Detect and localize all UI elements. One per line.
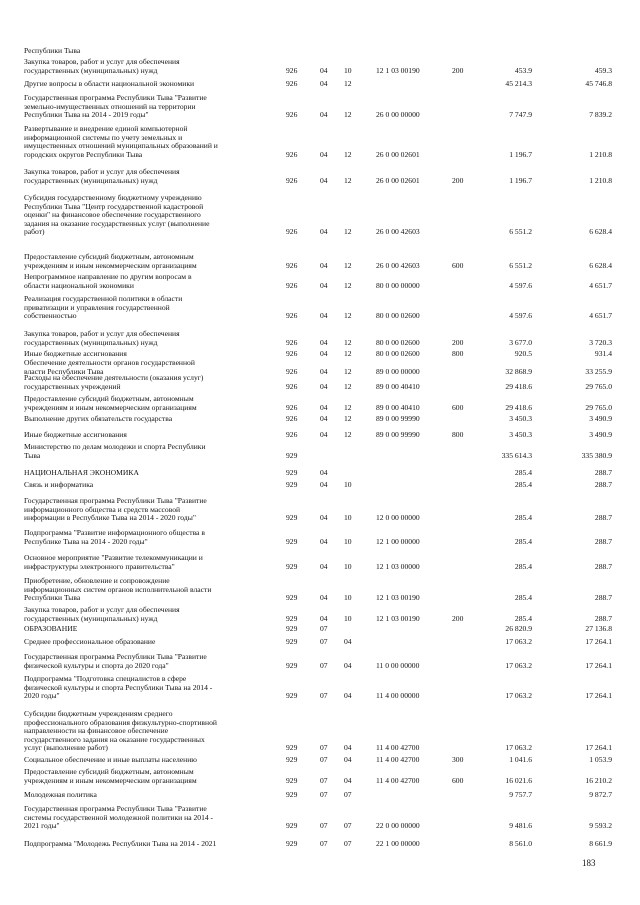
row-description-line: государственного задания на оказание государственных xyxy=(24,734,205,744)
subsection-code: 12 xyxy=(344,79,352,88)
expense-type-code: 200 xyxy=(452,613,464,623)
amount-year-1: 453.9 xyxy=(514,65,532,75)
row-description-line: информационной системы по учету земельных и xyxy=(24,132,183,142)
row-description-line: Закупка товаров, работ и услуг для обеспечения xyxy=(24,167,180,176)
target-article-code: 26 0 00 00000 xyxy=(376,110,420,120)
target-article-code: 26 0 00 42603 xyxy=(376,260,420,270)
amount-year-2: 1 053.9 xyxy=(589,755,612,764)
amount-year-2: 33 255.9 xyxy=(585,366,612,376)
row-description-line: государственных (муниципальных) нужд xyxy=(24,613,158,623)
section-code: 04 xyxy=(320,260,328,270)
target-article-code: 12 1 03 00190 xyxy=(376,613,420,623)
row-description-line: Среднее профессиональное образование xyxy=(24,637,156,646)
section-code: 04 xyxy=(320,430,328,439)
subsection-code: 12 xyxy=(344,337,352,347)
amount-year-2: 17 264.1 xyxy=(585,691,612,701)
department-code: 929 xyxy=(286,775,298,785)
amount-year-1: 285.4 xyxy=(514,613,532,623)
row-description-line: Социальное обеспечение и иные выплаты населению xyxy=(24,755,197,764)
target-article-code: 22 0 00 00000 xyxy=(376,821,420,831)
section-code: 04 xyxy=(320,593,328,603)
row-description-line: Подпрограмма "Подготовка специалистов в сфере xyxy=(24,674,187,683)
department-code: 929 xyxy=(286,743,298,753)
subsection-code: 12 xyxy=(344,381,352,391)
target-article-code: 80 0 00 00000 xyxy=(376,280,420,290)
target-article-code: 89 0 00 99990 xyxy=(376,414,420,423)
amount-year-1: 920.5 xyxy=(514,349,532,358)
department-code: 929 xyxy=(286,561,298,571)
row-description-line: физической культуры и спорта Республики Тыва на 2014 - xyxy=(24,682,213,692)
target-article-code: 12 1 00 00000 xyxy=(376,536,420,546)
row-description-line: Республики Тыва xyxy=(24,593,81,603)
amount-year-2: 9 593.2 xyxy=(589,821,612,831)
amount-year-1: 3 450.3 xyxy=(509,430,532,439)
amount-year-2: 45 746.8 xyxy=(585,79,612,88)
amount-year-2: 288.7 xyxy=(594,593,612,603)
department-code: 926 xyxy=(286,366,298,376)
amount-year-2: 335 380.9 xyxy=(581,450,612,460)
amount-year-1: 285.4 xyxy=(514,480,532,489)
department-code: 926 xyxy=(286,280,298,290)
section-code: 07 xyxy=(320,637,328,646)
amount-year-2: 29 765.0 xyxy=(585,381,612,391)
row-description-line: Подпрограмма "Молодежь Республики Тыва на 2014 - 2021 xyxy=(24,839,217,848)
amount-year-2: 7 839.2 xyxy=(589,110,612,120)
amount-year-2: 288.7 xyxy=(594,480,612,489)
amount-year-1: 16 021.6 xyxy=(505,775,532,785)
subsection-code: 12 xyxy=(344,366,352,376)
row-description-line: Закупка товаров, работ и услуг для обеспечения xyxy=(24,329,180,338)
amount-year-1: 32 868.9 xyxy=(505,366,532,376)
row-description-line: Предоставление субсидий бюджетным, автономным xyxy=(24,394,194,403)
amount-year-1: 1 196.7 xyxy=(509,175,532,185)
department-code: 929 xyxy=(286,660,298,670)
row-description-line: работ) xyxy=(24,227,45,237)
subsection-code: 10 xyxy=(344,593,352,603)
amount-year-2: 17 264.1 xyxy=(585,743,612,753)
section-code: 04 xyxy=(320,280,328,290)
row-description-line: Непрограммное направление по другим вопросам в xyxy=(24,272,192,281)
amount-year-1: 4 597.6 xyxy=(509,280,532,290)
amount-year-2: 8 661.9 xyxy=(589,839,612,848)
section-code: 04 xyxy=(320,366,328,376)
amount-year-1: 285.4 xyxy=(514,513,532,523)
row-description-line: Выполнение других обязательств государства xyxy=(24,414,173,423)
row-description-line: 2021 годы" xyxy=(24,821,60,831)
amount-year-2: 29 765.0 xyxy=(585,402,612,412)
department-code: 926 xyxy=(286,349,298,358)
subsection-code: 12 xyxy=(344,311,352,321)
amount-year-1: 45 214.3 xyxy=(505,79,532,88)
amount-year-1: 17 063.2 xyxy=(505,637,532,646)
subsection-code: 12 xyxy=(344,280,352,290)
section-code: 04 xyxy=(320,613,328,623)
row-description-line: земельно-имущественных отношений на территории xyxy=(24,101,196,111)
expense-type-code: 800 xyxy=(452,430,464,439)
section-code: 04 xyxy=(320,381,328,391)
section-code: 04 xyxy=(320,175,328,185)
row-description-line: Государственная программа Республики Тыва "Развитие xyxy=(24,804,207,813)
department-code: 929 xyxy=(286,480,298,489)
row-description-line: городских округов Республики Тыва xyxy=(24,149,143,159)
section-code: 04 xyxy=(320,468,328,477)
subsection-code: 12 xyxy=(344,110,352,120)
row-description-line: Государственная программа Республики Тыва "Развитие xyxy=(24,93,207,102)
amount-year-2: 9 872.7 xyxy=(589,790,612,799)
amount-year-1: 4 597.6 xyxy=(509,311,532,321)
amount-year-2: 17 264.1 xyxy=(585,637,612,646)
department-code: 926 xyxy=(286,311,298,321)
department-code: 926 xyxy=(286,414,298,423)
target-article-code: 26 0 00 02601 xyxy=(376,149,420,159)
department-code: 929 xyxy=(286,790,298,799)
amount-year-2: 288.7 xyxy=(594,468,612,477)
target-article-code: 89 0 00 99990 xyxy=(376,430,420,439)
target-article-code: 89 0 00 40410 xyxy=(376,381,420,391)
amount-year-1: 285.4 xyxy=(514,468,532,477)
department-code: 929 xyxy=(286,691,298,701)
amount-year-2: 4 651.7 xyxy=(589,280,612,290)
amount-year-1: 7 747.9 xyxy=(509,110,532,120)
department-code: 929 xyxy=(286,513,298,523)
department-code: 926 xyxy=(286,381,298,391)
row-description-line: Республики Тыва xyxy=(24,46,81,55)
expense-type-code: 300 xyxy=(452,755,464,764)
row-description-line: Другие вопросы в области национальной экономики xyxy=(24,79,195,88)
subsection-code: 10 xyxy=(344,65,352,75)
section-code: 07 xyxy=(320,755,328,764)
expense-type-code: 200 xyxy=(452,337,464,347)
row-description-line: инфраструктуры электронного правительства" xyxy=(24,561,175,571)
section-code: 07 xyxy=(320,743,328,753)
row-description-line: Закупка товаров, работ и услуг для обеспечения xyxy=(24,57,180,66)
expense-type-code: 600 xyxy=(452,775,464,785)
target-article-code: 80 0 00 02600 xyxy=(376,311,420,321)
amount-year-1: 285.4 xyxy=(514,593,532,603)
target-article-code: 11 4 00 42700 xyxy=(376,775,420,785)
row-description-line: оценки" на финансовое обеспечение государственного xyxy=(24,210,201,220)
amount-year-2: 1 210.8 xyxy=(589,149,612,159)
row-description-line: учреждениям и иным некоммерческим организациям xyxy=(24,260,197,270)
department-code: 926 xyxy=(286,65,298,75)
expense-type-code: 200 xyxy=(452,175,464,185)
row-description-line: Молодежная политика xyxy=(24,790,97,799)
subsection-code: 07 xyxy=(344,821,352,831)
row-description-line: Связь и информатика xyxy=(24,480,94,489)
section-code: 04 xyxy=(320,349,328,358)
department-code: 926 xyxy=(286,337,298,347)
amount-year-1: 9 757.7 xyxy=(509,790,532,799)
section-code: 07 xyxy=(320,660,328,670)
subsection-code: 12 xyxy=(344,260,352,270)
row-description-line: Республики Тыва "Центр государственной кадастровой xyxy=(24,201,204,211)
amount-year-1: 3 450.3 xyxy=(509,414,532,423)
section-code: 04 xyxy=(320,480,328,489)
target-article-code: 26 0 00 02601 xyxy=(376,175,420,185)
row-description-line: физической культуры и спорта до 2020 года" xyxy=(24,660,169,670)
section-code: 07 xyxy=(320,821,328,831)
department-code: 929 xyxy=(286,755,298,764)
target-article-code: 11 4 00 42700 xyxy=(376,743,420,753)
target-article-code: 12 1 03 00000 xyxy=(376,561,420,571)
subsection-code: 12 xyxy=(344,149,352,159)
department-code: 926 xyxy=(286,402,298,412)
amount-year-2: 6 628.4 xyxy=(589,227,612,237)
department-code: 926 xyxy=(286,149,298,159)
department-code: 926 xyxy=(286,260,298,270)
amount-year-2: 4 651.7 xyxy=(589,311,612,321)
subsection-code: 12 xyxy=(344,175,352,185)
row-description-line: Предоставление субсидий бюджетным, автономным xyxy=(24,767,194,776)
row-description-line: Иные бюджетные ассигнования xyxy=(24,349,127,358)
amount-year-1: 17 063.2 xyxy=(505,691,532,701)
department-code: 929 xyxy=(286,839,298,848)
subsection-code: 10 xyxy=(344,480,352,489)
target-article-code: 89 0 00 40410 xyxy=(376,402,420,412)
target-article-code: 12 0 00 00000 xyxy=(376,513,420,523)
amount-year-1: 8 561.0 xyxy=(509,839,532,848)
subsection-code: 04 xyxy=(344,755,352,764)
department-code: 926 xyxy=(286,430,298,439)
row-description-line: области национальной экономики xyxy=(24,280,134,290)
section-code: 04 xyxy=(320,149,328,159)
amount-year-2: 17 264.1 xyxy=(585,660,612,670)
target-article-code: 22 1 00 00000 xyxy=(376,839,420,848)
section-code: 07 xyxy=(320,775,328,785)
expense-type-code: 800 xyxy=(452,349,464,358)
section-code: 07 xyxy=(320,790,328,799)
section-code: 04 xyxy=(320,414,328,423)
amount-year-1: 17 063.2 xyxy=(505,660,532,670)
amount-year-2: 1 210.8 xyxy=(589,175,612,185)
amount-year-2: 3 490.9 xyxy=(589,414,612,423)
row-description-line: учреждениям и иным некоммерческим организациям xyxy=(24,402,197,412)
section-code: 04 xyxy=(320,402,328,412)
amount-year-1: 1 196.7 xyxy=(509,149,532,159)
target-article-code: 12 1 03 00190 xyxy=(376,593,420,603)
department-code: 929 xyxy=(286,450,298,460)
row-description-line: ОБРАЗОВАНИЕ xyxy=(24,624,78,633)
target-article-code: 89 0 00 00000 xyxy=(376,366,420,376)
subsection-code: 04 xyxy=(344,637,352,646)
amount-year-2: 16 210.2 xyxy=(585,775,612,785)
subsection-code: 12 xyxy=(344,402,352,412)
row-description-line: системы государственной молодежной политики на 2014 - xyxy=(24,812,214,822)
department-code: 929 xyxy=(286,468,298,477)
row-description-line: Государственная программа Республики Тыва "Развитие xyxy=(24,496,207,505)
subsection-code: 04 xyxy=(344,743,352,753)
row-description-line: власти Республики Тыва xyxy=(24,366,104,376)
row-description-line: Реализация государственной политики в области xyxy=(24,294,183,303)
target-article-code: 26 0 00 42603 xyxy=(376,227,420,237)
amount-year-2: 931.4 xyxy=(594,349,612,358)
row-description-line: Закупка товаров, работ и услуг для обеспечения xyxy=(24,605,180,614)
subsection-code: 10 xyxy=(344,613,352,623)
expense-type-code: 200 xyxy=(452,65,464,75)
amount-year-2: 27 136.8 xyxy=(585,624,612,633)
subsection-code: 04 xyxy=(344,691,352,701)
section-code: 04 xyxy=(320,110,328,120)
department-code: 926 xyxy=(286,79,298,88)
subsection-code: 04 xyxy=(344,660,352,670)
amount-year-2: 459.3 xyxy=(594,65,612,75)
row-description-line: государственных учреждений xyxy=(24,381,121,391)
amount-year-2: 288.7 xyxy=(594,513,612,523)
amount-year-1: 6 551.2 xyxy=(509,227,532,237)
target-article-code: 11 4 00 42700 xyxy=(376,755,420,764)
row-description-line: Обеспечение деятельности органов государственной xyxy=(24,358,195,367)
subsection-code: 12 xyxy=(344,227,352,237)
section-code: 04 xyxy=(320,227,328,237)
amount-year-1: 17 063.2 xyxy=(505,743,532,753)
department-code: 929 xyxy=(286,821,298,831)
amount-year-2: 6 628.4 xyxy=(589,260,612,270)
section-code: 04 xyxy=(320,311,328,321)
amount-year-1: 285.4 xyxy=(514,536,532,546)
row-description-line: Подпрограмма "Развитие информационного общества в xyxy=(24,528,205,537)
row-description-line: Предоставление субсидий бюджетным, автономным xyxy=(24,252,194,261)
row-description-line: Расходы на обеспечение деятельности (оказания услуг) xyxy=(24,373,204,382)
row-description-line: информации в Республике Тыва на 2014 - 2020 годы" xyxy=(24,513,196,523)
subsection-code: 04 xyxy=(344,775,352,785)
target-article-code: 12 1 03 00190 xyxy=(376,65,420,75)
row-description-line: государственных (муниципальных) нужд xyxy=(24,65,158,75)
row-description-line: Приобретение, обновление и сопровождение xyxy=(24,576,170,585)
row-description-line: Тыва xyxy=(24,450,41,460)
department-code: 926 xyxy=(286,110,298,120)
section-code: 07 xyxy=(320,624,328,633)
subsection-code: 10 xyxy=(344,513,352,523)
row-description-line: 2020 годы" xyxy=(24,691,60,701)
section-code: 04 xyxy=(320,536,328,546)
row-description-line: услуг (выполнение работ) xyxy=(24,743,108,753)
target-article-code: 11 0 00 00000 xyxy=(376,660,420,670)
target-article-code: 80 0 00 02600 xyxy=(376,349,420,358)
subsection-code: 10 xyxy=(344,561,352,571)
department-code: 929 xyxy=(286,637,298,646)
row-description-line: Основное мероприятие "Развитие телекоммуникации и xyxy=(24,553,203,562)
row-description-line: государственных (муниципальных) нужд xyxy=(24,175,158,185)
row-description-line: информационного общества и средств массовой xyxy=(24,504,181,514)
amount-year-1: 29 418.6 xyxy=(505,402,532,412)
amount-year-2: 3 720.3 xyxy=(589,337,612,347)
row-description-line: профессионального образования физкультурно-спортивной xyxy=(24,717,217,727)
row-description-line: Республике Тыва на 2014 - 2020 годы" xyxy=(24,536,148,546)
section-code: 04 xyxy=(320,65,328,75)
amount-year-1: 26 820.9 xyxy=(505,624,532,633)
amount-year-2: 3 490.9 xyxy=(589,430,612,439)
amount-year-1: 285.4 xyxy=(514,561,532,571)
amount-year-1: 3 677.0 xyxy=(509,337,532,347)
row-description-line: учреждениям и иным некоммерческим организациям xyxy=(24,775,197,785)
section-code: 04 xyxy=(320,337,328,347)
section-code: 07 xyxy=(320,691,328,701)
subsection-code: 10 xyxy=(344,536,352,546)
amount-year-1: 29 418.6 xyxy=(505,381,532,391)
row-description-line: Развертывание и внедрение единой компьютерной xyxy=(24,124,188,133)
section-code: 04 xyxy=(320,561,328,571)
amount-year-1: 6 551.2 xyxy=(509,260,532,270)
row-description-line: государственных (муниципальных) нужд xyxy=(24,337,158,347)
subsection-code: 07 xyxy=(344,790,352,799)
subsection-code: 12 xyxy=(344,430,352,439)
section-code: 07 xyxy=(320,839,328,848)
row-description-line: Государственная программа Республики Тыва "Развитие xyxy=(24,652,207,661)
amount-year-2: 288.7 xyxy=(594,613,612,623)
row-description-line: собственностью xyxy=(24,311,77,321)
expense-type-code: 600 xyxy=(452,260,464,270)
target-article-code: 11 4 00 00000 xyxy=(376,691,420,701)
amount-year-2: 288.7 xyxy=(594,536,612,546)
department-code: 926 xyxy=(286,227,298,237)
row-description-line: Министерство по делам молодежи и спорта Республики xyxy=(24,442,206,451)
row-description-line: Республики Тыва на 2014 - 2019 годы" xyxy=(24,110,149,120)
expense-type-code: 600 xyxy=(452,402,464,412)
department-code: 929 xyxy=(286,624,298,633)
row-description-line: имущественных отношений муниципальных образований и xyxy=(24,141,218,151)
department-code: 929 xyxy=(286,613,298,623)
department-code: 929 xyxy=(286,536,298,546)
department-code: 929 xyxy=(286,593,298,603)
row-description-line: направленности на финансовое обеспечение xyxy=(24,726,169,736)
row-description-line: приватизации и управления государственной xyxy=(24,302,170,312)
row-description-line: НАЦИОНАЛЬНАЯ ЭКОНОМИКА xyxy=(24,468,139,477)
amount-year-1: 335 614.3 xyxy=(501,450,532,460)
row-description-line: задания на оказание государственных услуг (выполнение xyxy=(24,218,210,228)
amount-year-2: 288.7 xyxy=(594,561,612,571)
page-number: 183 xyxy=(582,858,596,868)
subsection-code: 07 xyxy=(344,839,352,848)
row-description-line: Иные бюджетные ассигнования xyxy=(24,430,127,439)
row-description-line: Субсидии бюджетным учреждениям среднего xyxy=(24,709,173,718)
row-description-line: информационных систем органов исполнительной власти xyxy=(24,584,212,594)
section-code: 04 xyxy=(320,79,328,88)
subsection-code: 12 xyxy=(344,349,352,358)
subsection-code: 12 xyxy=(344,414,352,423)
amount-year-1: 9 481.6 xyxy=(509,821,532,831)
department-code: 926 xyxy=(286,175,298,185)
row-description-line: Субсидия государственному бюджетному учреждению xyxy=(24,193,202,202)
amount-year-1: 1 041.6 xyxy=(509,755,532,764)
target-article-code: 80 0 00 02600 xyxy=(376,337,420,347)
section-code: 04 xyxy=(320,513,328,523)
